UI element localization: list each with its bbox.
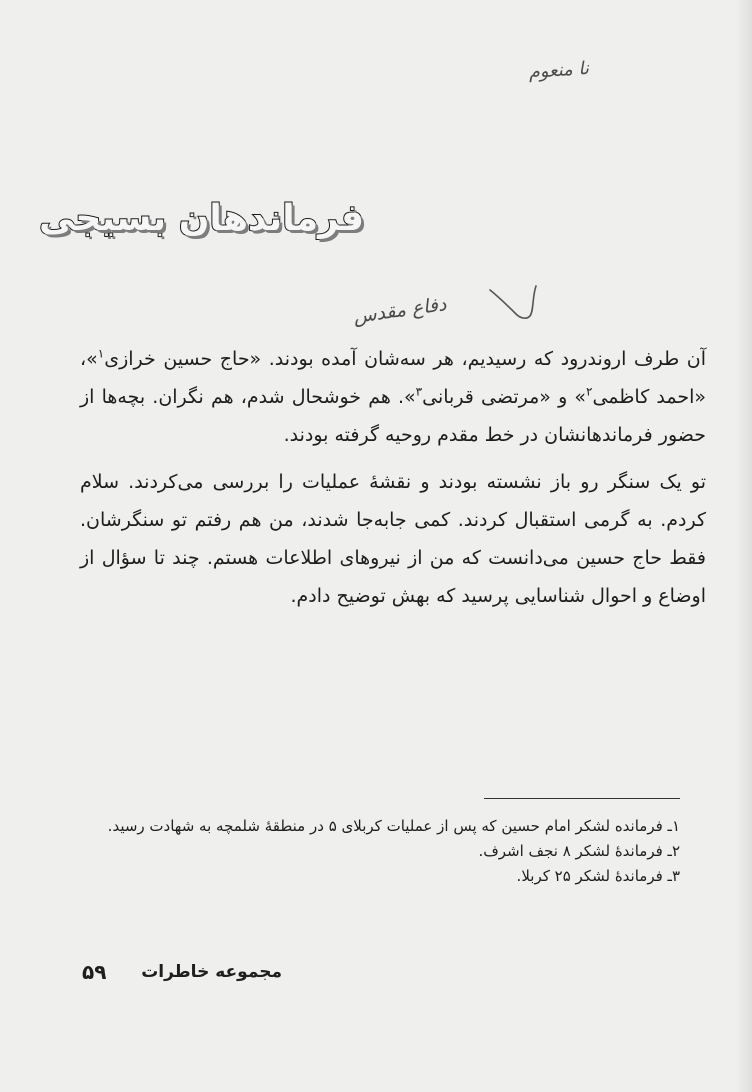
body-text bbox=[80, 340, 706, 615]
paragraph-text: ». هم خوشحال شدم، هم نگران. بچه‌ها از حضور فرماندهانشان در خط مقدم روحیه گرفته بودند. bbox=[80, 386, 706, 446]
paragraph-text: آن طرف اروندرود که رسیدیم، هر سه‌شان آمده بودند. «حاج حسین خرازی bbox=[104, 348, 706, 370]
paragraph bbox=[80, 463, 706, 615]
paragraph-text: تو یک سنگر رو باز نشسته بودند و نقشهٔ عملیات را بررسی می‌کردند. سلام کردم. به گرمی استقبال کردند. کمی جابه‌جا شدند، من هم رفتم تو سنگرشان. فقط حاج حسین می‌دانست که من از نیروهای اطلاعات هستم. چند تا سؤال از اوضاع و احوال شناسایی پرسید که بهش توضیح دادم. bbox=[80, 471, 706, 607]
book-title: مجموعه خاطرات bbox=[141, 962, 282, 982]
scan-edge-shadow bbox=[736, 0, 752, 1092]
footnote: ۳ـ فرماندهٔ لشکر ۲۵ کربلا. bbox=[516, 867, 680, 885]
footnote-marker: ۱ bbox=[97, 346, 105, 361]
footnote-marker: ۲ bbox=[586, 384, 593, 399]
footnote-marker: ۳ bbox=[415, 384, 423, 399]
paragraph bbox=[80, 340, 706, 454]
page-number: ۵۹ bbox=[82, 960, 107, 984]
handwritten-top-note: نا منعوم bbox=[527, 57, 590, 84]
footnote: ۱ـ فرمانده لشکر امام حسین که پس از عملیات کربلای ۵ در منطقهٔ شلمچه به شهادت رسید. bbox=[107, 817, 680, 835]
footnote-rule bbox=[484, 798, 680, 799]
paragraph-text: » و «مرتضی قربانی bbox=[422, 386, 587, 408]
handwritten-tick-mark bbox=[482, 276, 542, 336]
chapter-title: فرماندهان بسیجی bbox=[38, 198, 364, 239]
footnote: ۲ـ فرماندهٔ لشکر ۸ نجف اشرف. bbox=[478, 842, 680, 860]
page-footer bbox=[82, 960, 282, 990]
handwritten-margin-note: دفاع مقدس bbox=[351, 293, 448, 328]
footnotes bbox=[80, 814, 680, 889]
paragraph-text: »، «احمد کاظمی bbox=[80, 348, 706, 408]
